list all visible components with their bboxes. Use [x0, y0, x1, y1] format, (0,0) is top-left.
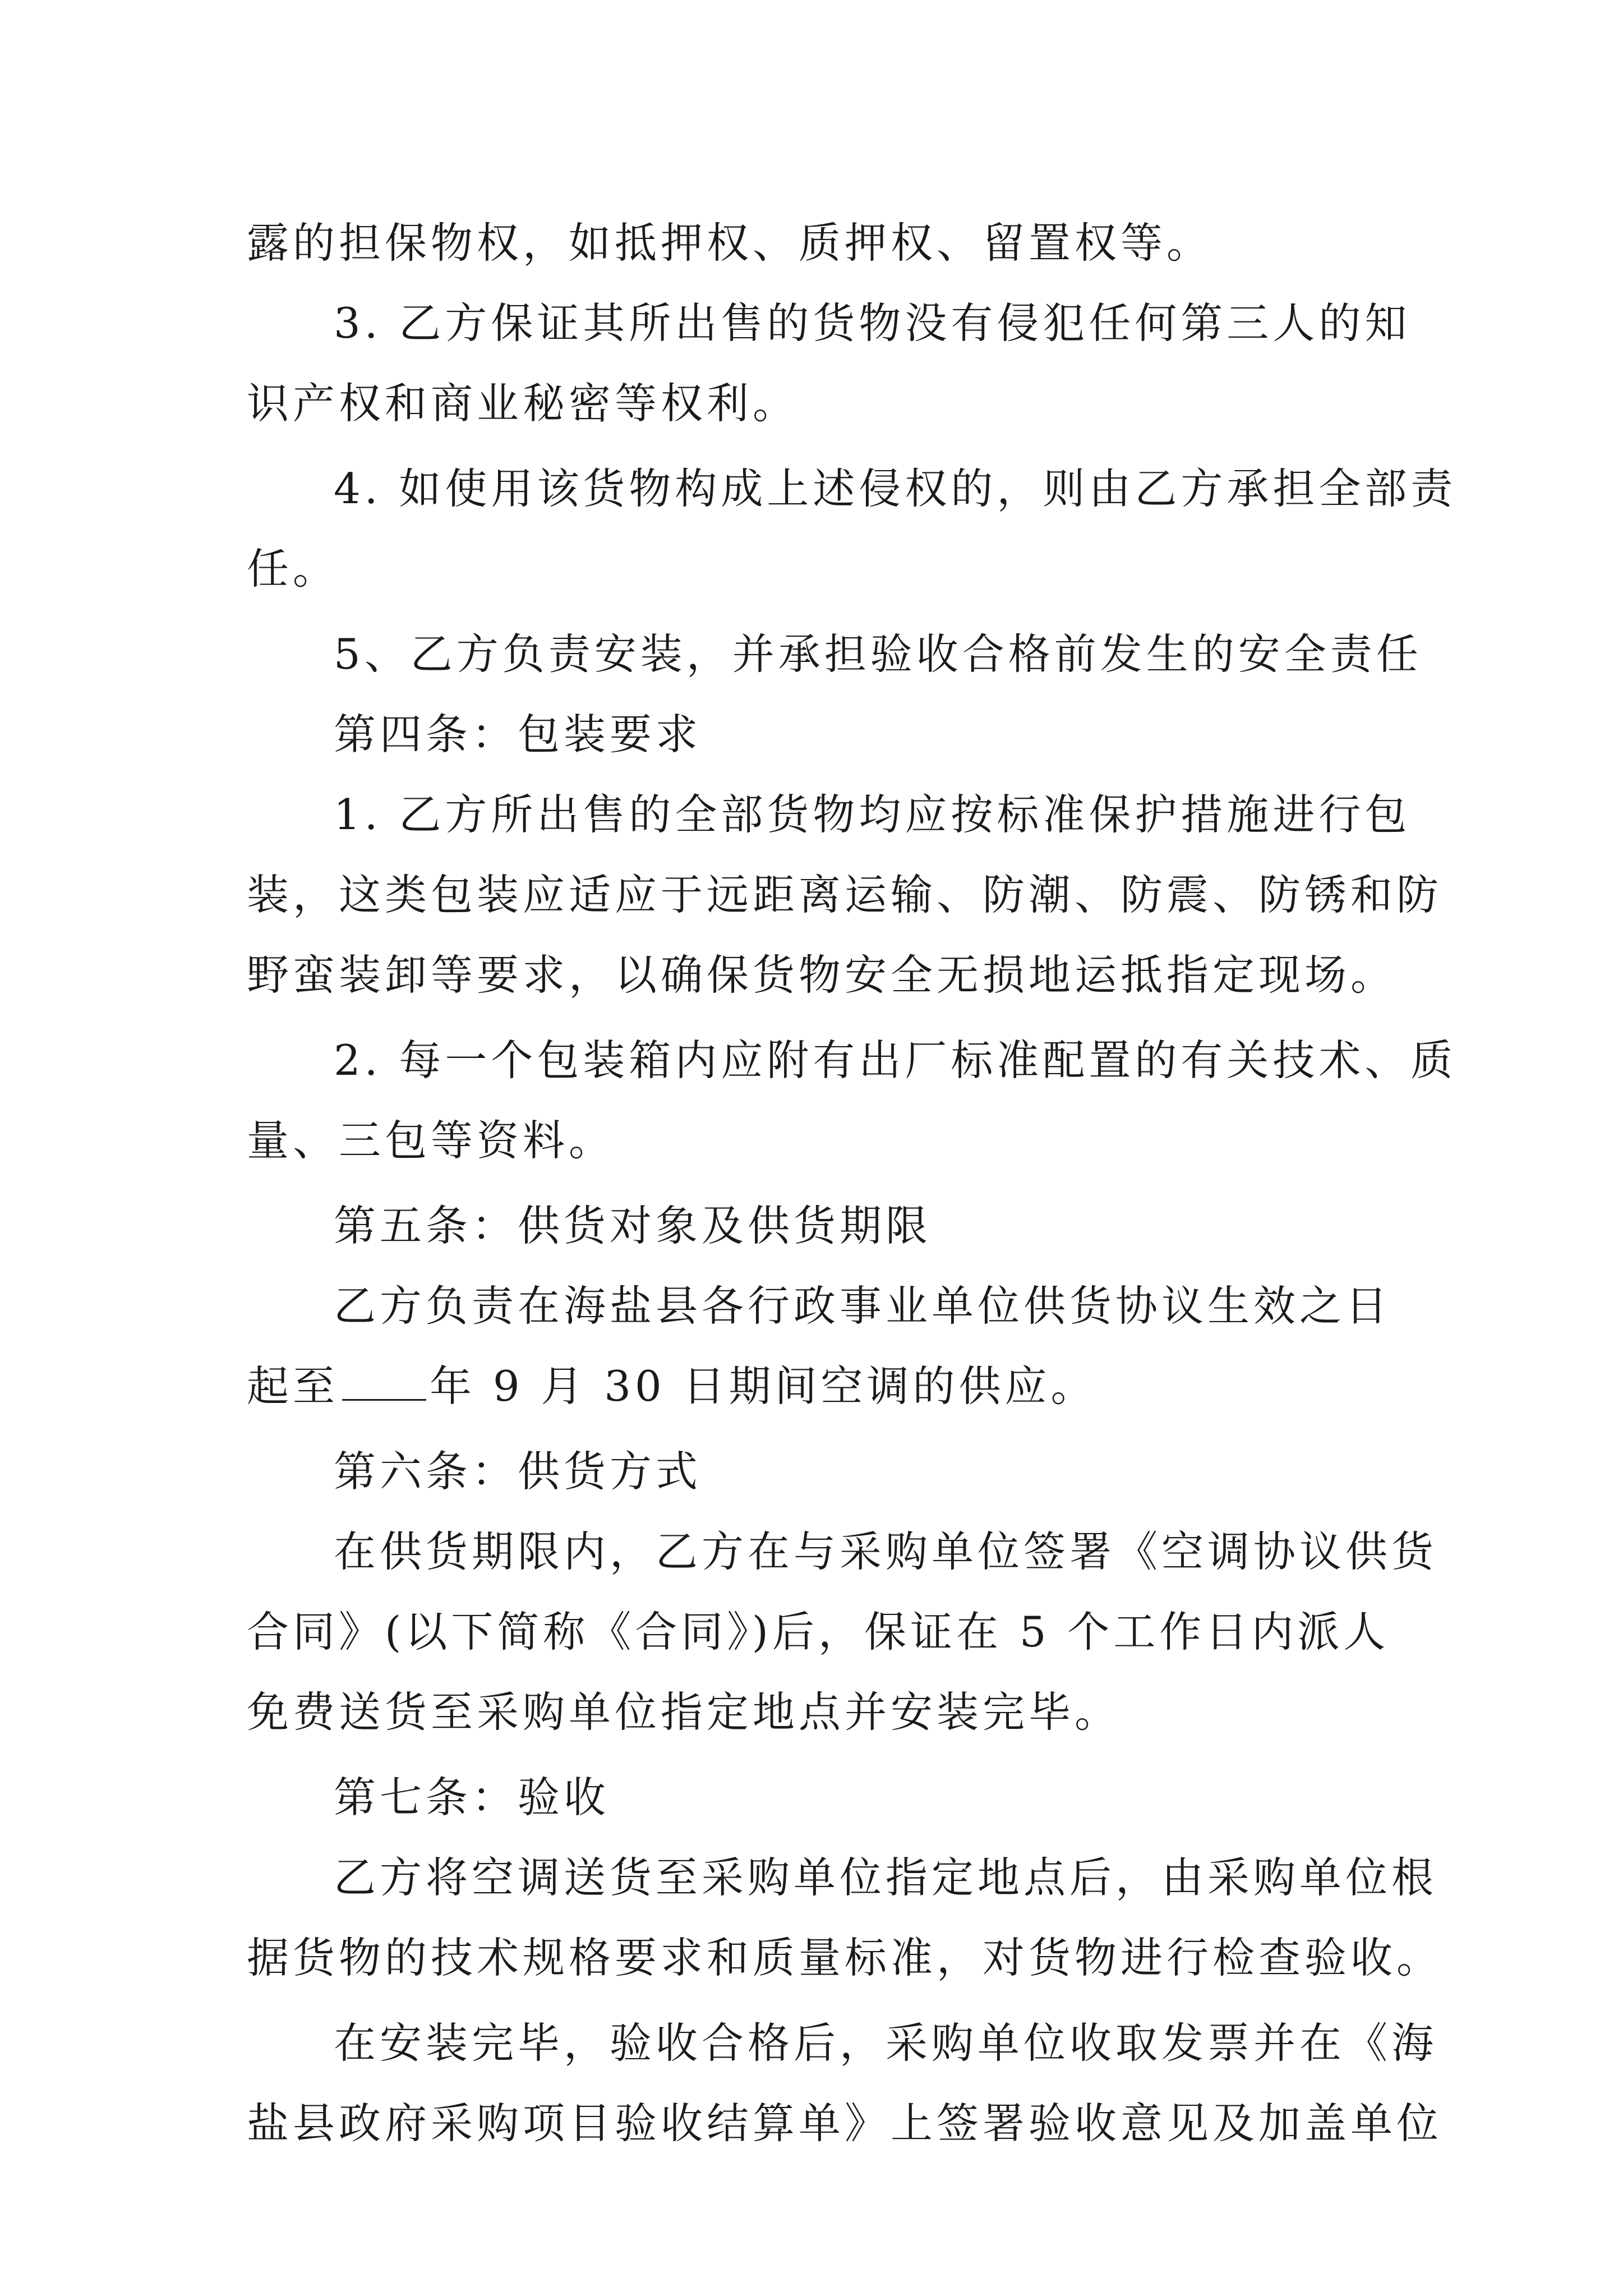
supply-method-line: 在供货期限内，乙方在与采购单位签署《空调协议供货 [334, 1527, 1438, 1576]
paragraph-line: 识产权和商业秘密等权利。 [247, 379, 799, 428]
article-5-heading: 第五条：供货对象及供货期限 [334, 1201, 932, 1250]
acceptance-line: 乙方将空调送货至采购单位指定地点后，由采购单位根 [334, 1853, 1438, 1902]
supply-period-suffix: 年 9 月 30 日期间空调的供应。 [430, 1361, 1097, 1411]
supply-period-line: 乙方负责在海盐县各行政事业单位供货协议生效之日 [334, 1281, 1392, 1331]
paragraph-line: 装，这类包装应适应于远距离运输、防潮、防震、防锈和防 [247, 870, 1443, 919]
acceptance-settlement-line: 在安装完毕，验收合格后，采购单位收取发票并在《海 [334, 2018, 1438, 2068]
supply-period-prefix: 起至 [247, 1361, 339, 1411]
year-blank-underline [342, 1364, 426, 1401]
paragraph-line: 任。 [247, 544, 339, 593]
paragraph-line: 量、三包等资料。 [247, 1116, 615, 1165]
clause-4-line: 4. 如使用该货物构成上述侵权的，则由乙方承担全部责 [334, 464, 1457, 513]
clause-5-line: 5、乙方负责安装，并承担验收合格前发生的安全责任 [334, 629, 1422, 679]
paragraph-line: 据货物的技术规格要求和质量标准，对货物进行检查验收。 [247, 1933, 1443, 1982]
clause-3-line: 3. 乙方保证其所出售的货物没有侵犯任何第三人的知 [334, 298, 1411, 348]
article-6-heading: 第六条：供货方式 [334, 1447, 702, 1496]
article-4-heading: 第四条：包装要求 [334, 710, 702, 759]
paragraph-line: 合同》(以下简称《合同》)后，保证在 5 个工作日内派人 [247, 1607, 1390, 1657]
paragraph-line: 免费送货至采购单位指定地点并安装完毕。 [247, 1687, 1121, 1737]
paragraph-line: 露的担保物权，如抵押权、质押权、留置权等。 [247, 218, 1213, 268]
paragraph-line: 野蛮装卸等要求，以确保货物安全无损地运抵指定现场。 [247, 950, 1397, 1000]
supply-period-end-line [247, 1346, 1377, 1427]
paragraph-line: 盐县政府采购项目验收结算单》上签署验收意见及加盖单位 [247, 2099, 1443, 2148]
packaging-clause-1-line: 1. 乙方所出售的全部货物均应按标准保护措施进行包 [334, 790, 1411, 839]
article-7-heading: 第七条：验收 [334, 1773, 610, 1822]
packaging-clause-2-line: 2. 每一个包装箱内应附有出厂标准配置的有关技术、质 [334, 1036, 1457, 1085]
document-body [247, 203, 1457, 2164]
